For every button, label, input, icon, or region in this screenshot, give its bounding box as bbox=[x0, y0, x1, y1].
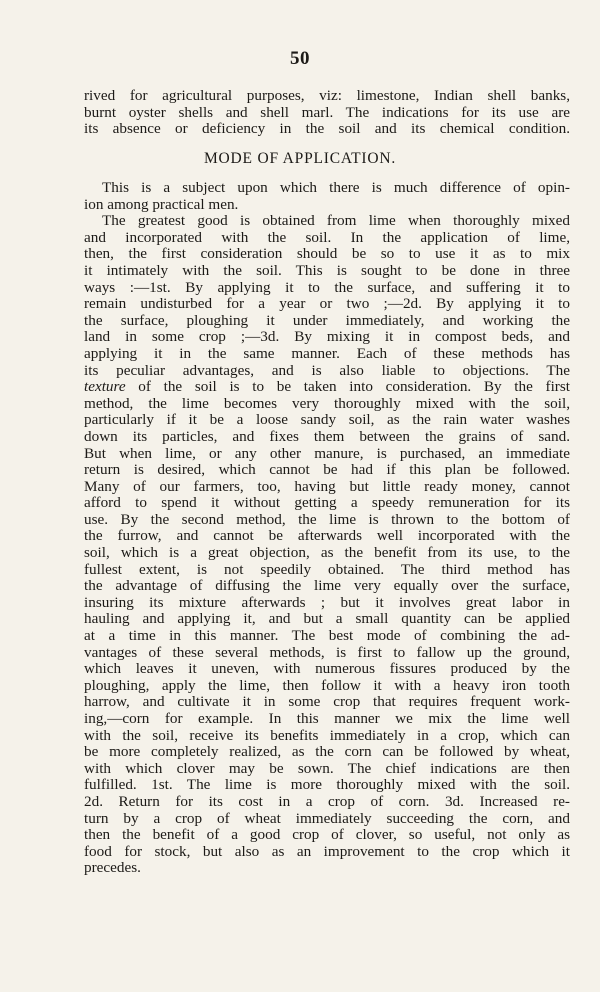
section-heading: MODE OF APPLICATION. bbox=[203, 150, 397, 167]
intro-paragraph bbox=[84, 88, 570, 138]
text-line: it intimately with the soil. This is sought to be done in three bbox=[84, 262, 570, 279]
text-line: use. By the second method, the lime is thrown to the bottom of bbox=[84, 511, 570, 528]
text-line: remain undisturbed for a year or two ;—2d. By applying it to bbox=[84, 296, 570, 313]
text-line: afford to spend it without getting a speedy remuneration for its bbox=[84, 495, 570, 512]
text-line: then, the first consideration should be so to use it as to mix bbox=[84, 246, 570, 263]
text-line: precedes. bbox=[84, 860, 141, 877]
text-line: then the benefit of a good crop of clover, so useful, not only as bbox=[84, 827, 570, 844]
text-line: its peculiar advantages, and is also liable to objections. The bbox=[84, 362, 570, 379]
text-line: turn by a crop of wheat immediately succeeding the corn, and bbox=[84, 810, 570, 827]
text-line: at a time in this manner. The best mode of combining the ad- bbox=[84, 628, 570, 645]
text-line: down its particles, and fixes them between the grains of sand. bbox=[84, 428, 570, 445]
text-line: food for stock, but also as an improvement to the crop which it bbox=[84, 843, 570, 860]
text-line: fullest extent, is not speedily obtained. The third method has bbox=[84, 561, 570, 578]
text-line: This is a subject upon which there is much difference of opin- bbox=[102, 180, 570, 196]
text-line: burnt oyster shells and shell marl. The indications for its use are bbox=[84, 104, 570, 121]
italic-word: texture bbox=[84, 379, 126, 396]
text-line: return is desired, which cannot be had if this plan be followed. bbox=[84, 462, 570, 479]
text-line: the furrow, and cannot be afterwards well incorporated with the bbox=[84, 528, 570, 545]
text-line: applying it in the same manner. Each of these methods has bbox=[84, 345, 570, 362]
text-line: method, the lime becomes very thoroughly mixed with the soil, bbox=[84, 395, 570, 412]
text-line: the surface, ploughing it under immediately, and working the bbox=[84, 312, 570, 329]
text-line: The greatest good is obtained from lime when thoroughly mixed bbox=[102, 213, 570, 230]
body-text bbox=[84, 180, 570, 877]
text-line: soil, which is a great objection, as the benefit from its use, to the bbox=[84, 545, 570, 562]
text-line: with the soil, receive its benefits immediately in a crop, which can bbox=[84, 727, 570, 744]
page-number: 50 bbox=[290, 48, 310, 69]
text-line: with which clover may be sown. The chief indications are then bbox=[84, 760, 570, 777]
text-line: hauling and applying it, and but a small quantity can be applied bbox=[84, 611, 570, 628]
text-line: fulfilled. 1st. The lime is more thoroughly mixed with the soil. bbox=[84, 777, 570, 794]
text-line: ploughing, apply the lime, then follow it with a heavy iron tooth bbox=[84, 677, 570, 694]
text-line: ion among practical men. bbox=[84, 196, 239, 213]
text-line: rived for agricultural purposes, viz: limestone, Indian shell banks, bbox=[84, 88, 570, 104]
text-line: land in some crop ;—3d. By mixing it in compost beds, and bbox=[84, 329, 570, 346]
text-line: ing,—corn for example. In this manner we mix the lime well bbox=[84, 711, 570, 727]
text-line: ways :—1st. By applying it to the surface, and suffering it to bbox=[84, 279, 570, 296]
text-line: 2d. Return for its cost in a crop of corn. 3d. Increased re- bbox=[84, 793, 570, 810]
text-line: insuring its mixture afterwards ; but it involves great labor in bbox=[84, 594, 570, 611]
text-line: which leaves it uneven, with numerous fissures produced by the bbox=[84, 661, 570, 678]
text-line: But when lime, or any other manure, is purchased, an immediate bbox=[84, 445, 570, 462]
text-line: texture of the soil is to be taken into consideration. By the first bbox=[84, 379, 570, 396]
text-line: and incorporated with the soil. In the application of lime, bbox=[84, 229, 570, 246]
text-line: particularly if it be a loose sandy soil, as the rain water washes bbox=[84, 412, 570, 429]
text-line: Many of our farmers, too, having but little ready money, cannot bbox=[84, 478, 570, 495]
text-line: vantages of these several methods, is first to fallow up the ground, bbox=[84, 644, 570, 661]
text-line: harrow, and cultivate it in some crop that requires frequent work- bbox=[84, 694, 570, 711]
text-line: be more completely realized, as the corn can be followed by wheat, bbox=[84, 744, 570, 761]
text-line: its absence or deficiency in the soil and its chemical condition. bbox=[84, 121, 570, 138]
text-line: the advantage of diffusing the lime very equally over the surface, bbox=[84, 578, 570, 595]
